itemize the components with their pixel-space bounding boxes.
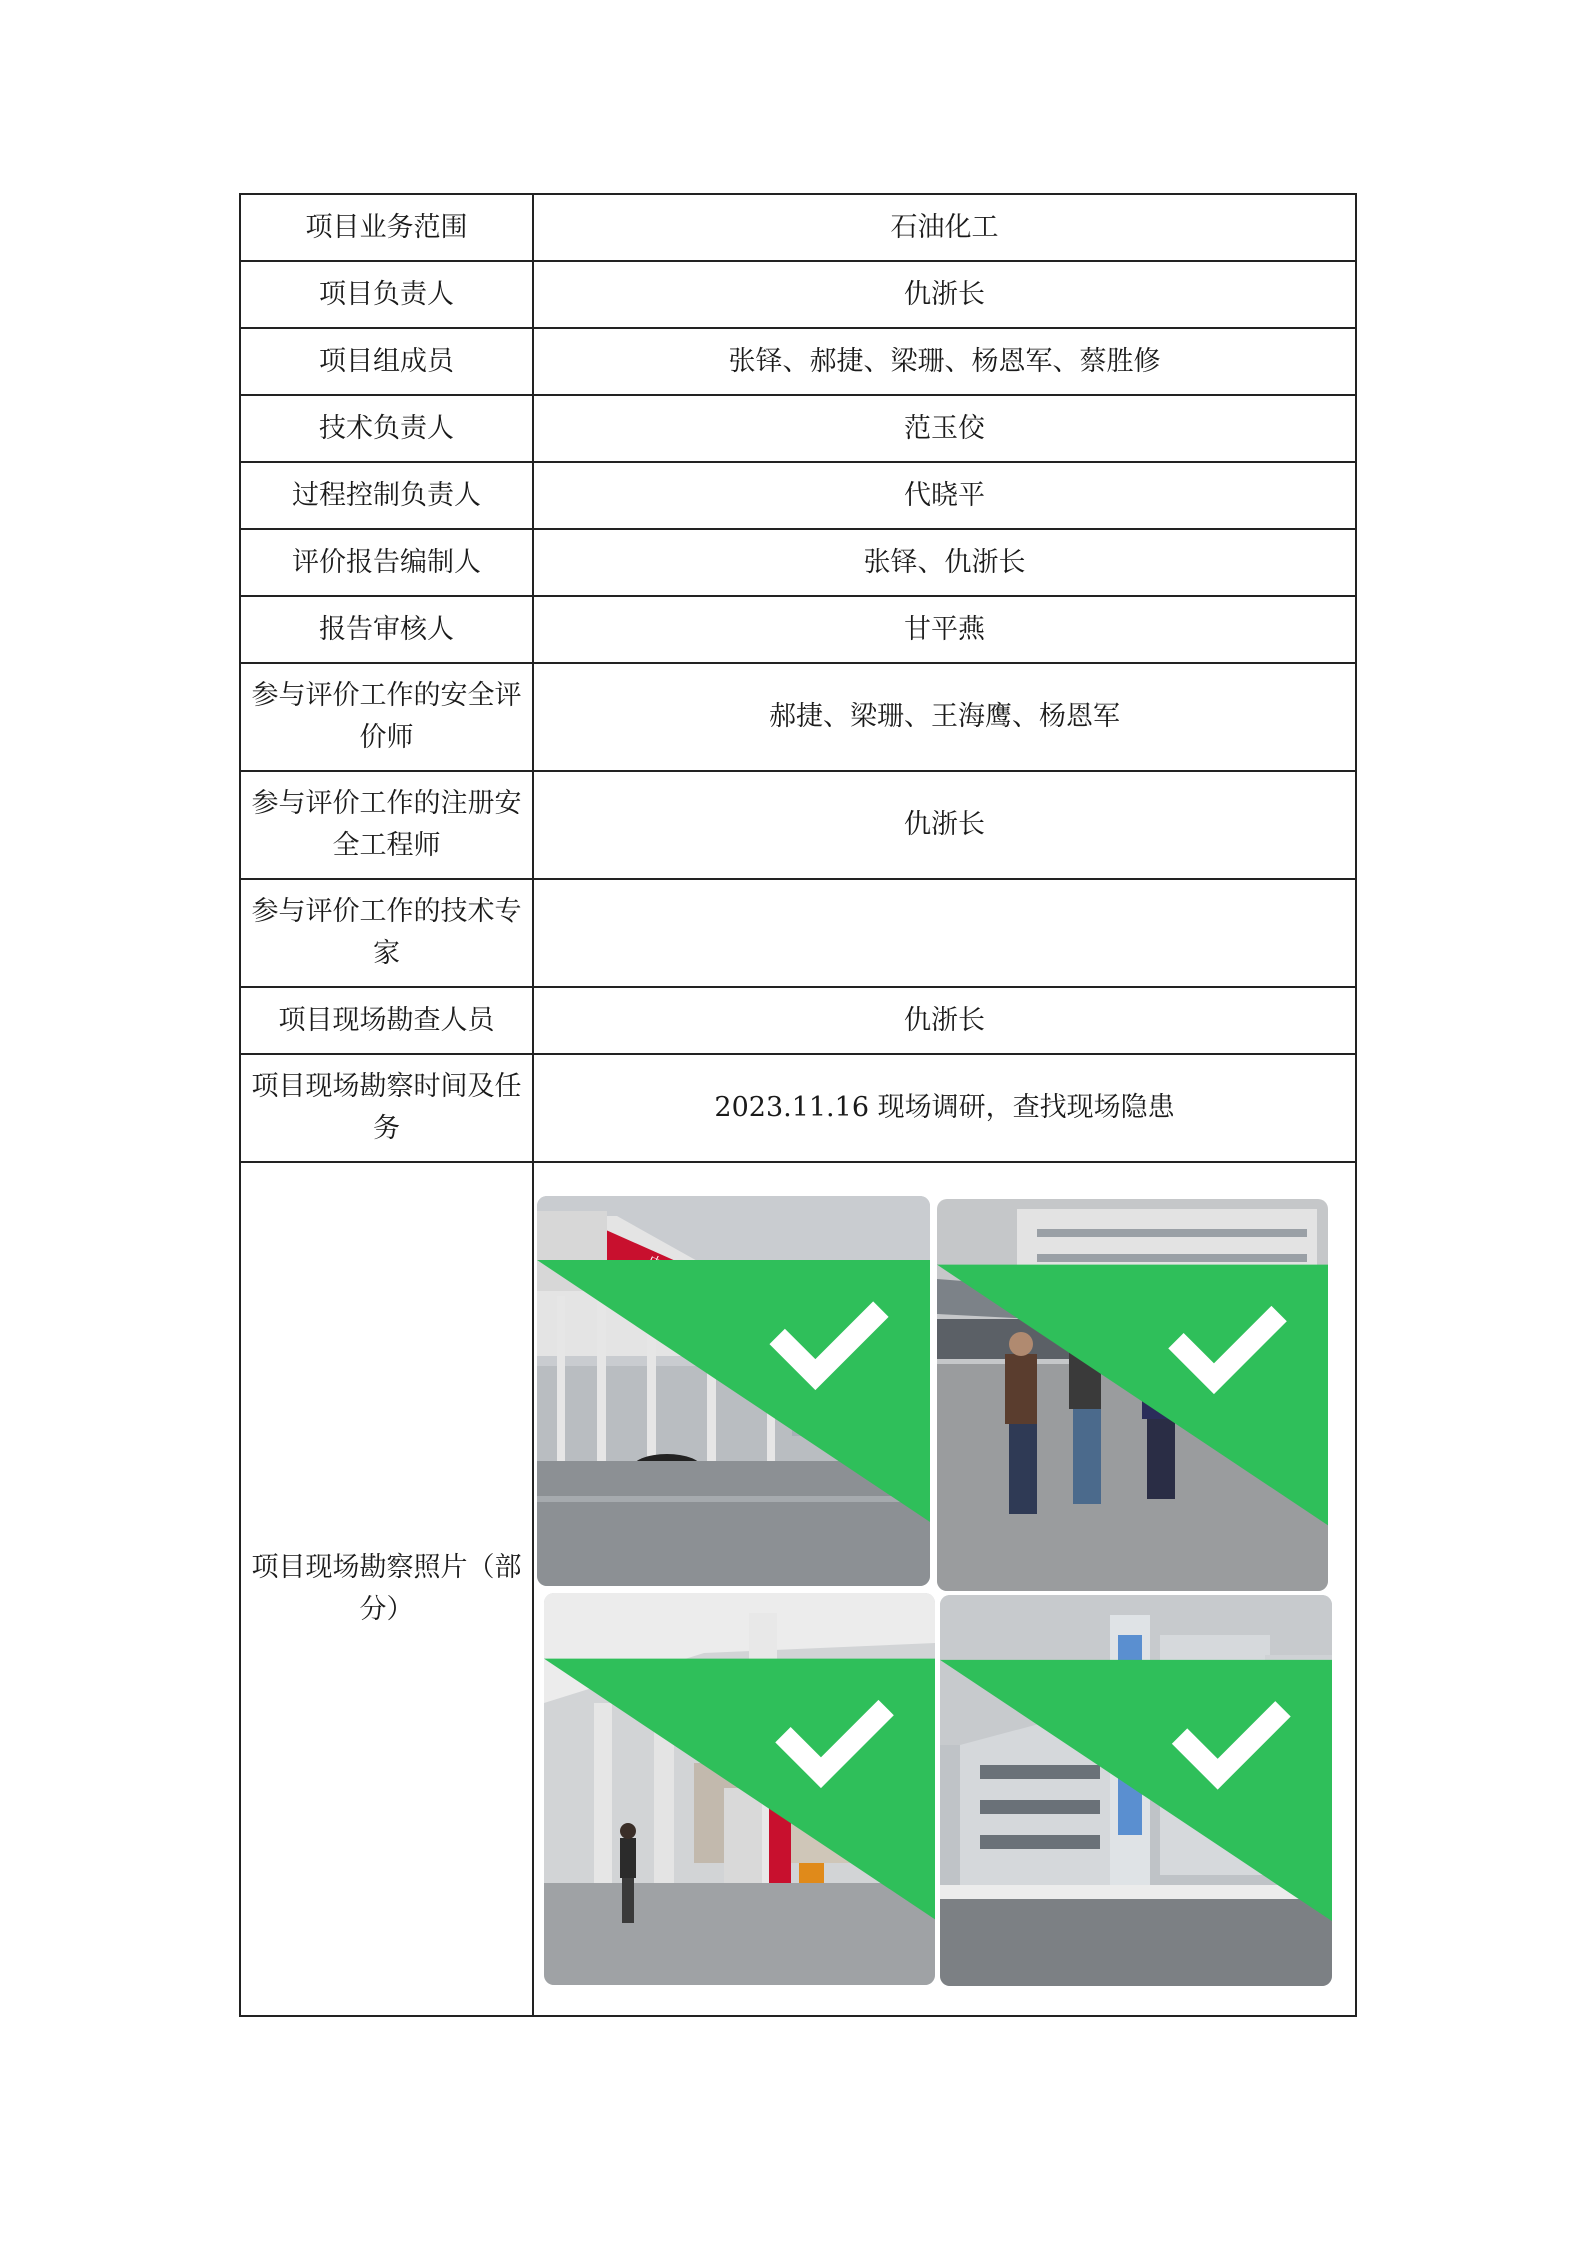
row-label: 项目现场勘察照片（部分） xyxy=(240,1162,533,2016)
site-photo-1 xyxy=(537,1196,930,1586)
row-label: 项目现场勘查人员 xyxy=(240,987,533,1054)
row-value: 石油化工 xyxy=(533,194,1356,261)
row-value: 2023.11.16 现场调研，查找现场隐患 xyxy=(533,1054,1356,1162)
site-photo-2 xyxy=(937,1199,1328,1591)
photo-grid xyxy=(534,1163,1355,2015)
site-photo-4 xyxy=(940,1595,1332,1986)
table-row xyxy=(240,261,1356,328)
photo-grid-cell xyxy=(533,1162,1356,2016)
row-label: 参与评价工作的注册安全工程师 xyxy=(240,771,533,879)
row-value: 仇浙长 xyxy=(533,771,1356,879)
row-label: 技术负责人 xyxy=(240,395,533,462)
table-row xyxy=(240,987,1356,1054)
row-label: 评价报告编制人 xyxy=(240,529,533,596)
row-label: 项目负责人 xyxy=(240,261,533,328)
table-row xyxy=(240,462,1356,529)
check-badge-icon xyxy=(537,1196,930,1586)
row-label: 参与评价工作的技术专家 xyxy=(240,879,533,987)
row-label: 报告审核人 xyxy=(240,596,533,663)
row-value: 张铎、仇浙长 xyxy=(533,529,1356,596)
row-label: 参与评价工作的安全评价师 xyxy=(240,663,533,771)
row-value: 甘平燕 xyxy=(533,596,1356,663)
row-label: 项目业务范围 xyxy=(240,194,533,261)
row-label: 项目组成员 xyxy=(240,328,533,395)
table-row xyxy=(240,771,1356,879)
table-row xyxy=(240,395,1356,462)
table-row xyxy=(240,1054,1356,1162)
row-label: 项目现场勘察时间及任务 xyxy=(240,1054,533,1162)
table-row xyxy=(240,879,1356,987)
table-row xyxy=(240,596,1356,663)
row-value: 郝捷、梁珊、王海鹰、杨恩军 xyxy=(533,663,1356,771)
row-value: 代晓平 xyxy=(533,462,1356,529)
row-value: 仇浙长 xyxy=(533,987,1356,1054)
row-value xyxy=(533,879,1356,987)
table-row xyxy=(240,1162,1356,2016)
table-row xyxy=(240,529,1356,596)
table-row xyxy=(240,194,1356,261)
row-label: 过程控制负责人 xyxy=(240,462,533,529)
table-row xyxy=(240,663,1356,771)
table-row xyxy=(240,328,1356,395)
project-info-table xyxy=(239,193,1357,2017)
row-value: 张铎、郝捷、梁珊、杨恩军、蔡胜修 xyxy=(533,328,1356,395)
check-badge-icon xyxy=(940,1595,1332,1986)
check-badge-icon xyxy=(937,1199,1328,1591)
row-value: 范玉佼 xyxy=(533,395,1356,462)
site-photo-3 xyxy=(544,1593,935,1985)
row-value: 仇浙长 xyxy=(533,261,1356,328)
check-badge-icon xyxy=(544,1593,935,1985)
